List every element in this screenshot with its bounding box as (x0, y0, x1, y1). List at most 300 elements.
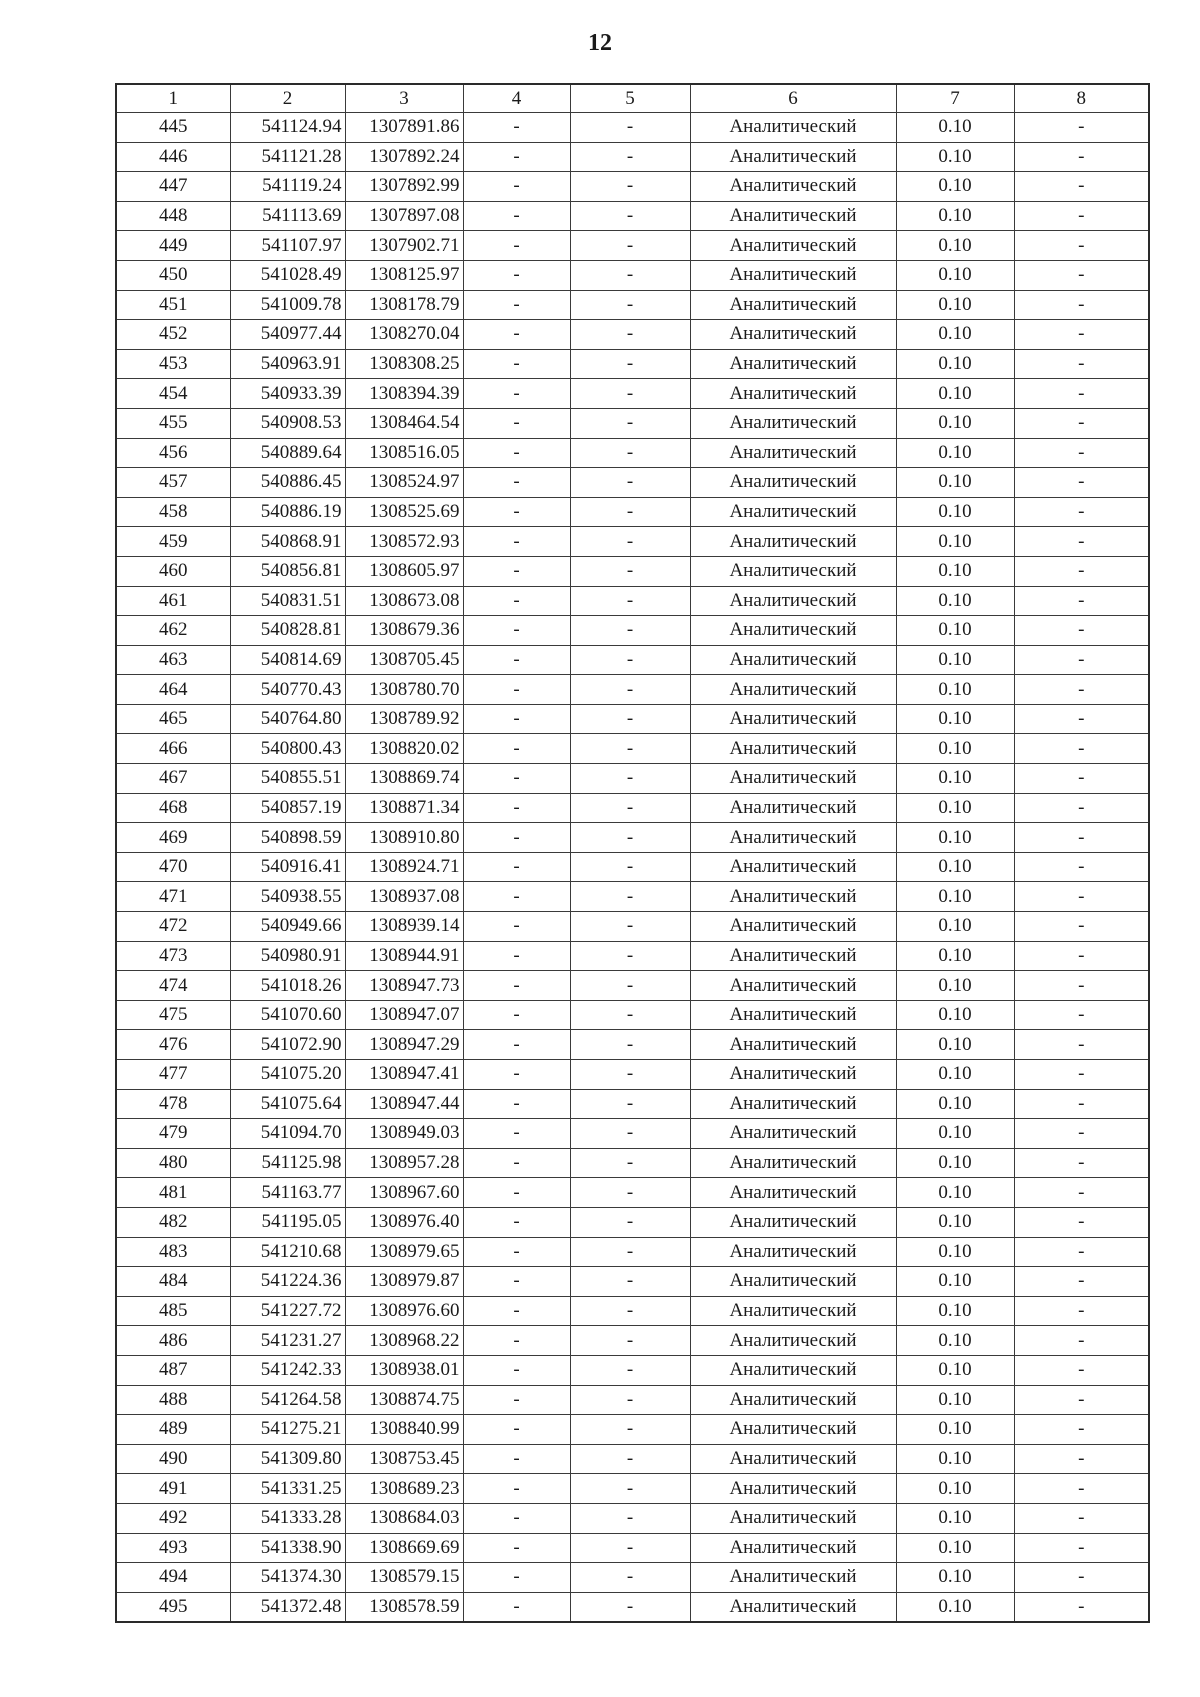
point-number-cell: 462 (116, 616, 230, 646)
accuracy-cell: 0.10 (896, 1503, 1014, 1533)
column-5-cell: - (570, 260, 690, 290)
accuracy-cell: 0.10 (896, 912, 1014, 942)
column-5-cell: - (570, 704, 690, 734)
column-8-cell: - (1014, 1444, 1149, 1474)
column-5-cell: - (570, 527, 690, 557)
method-cell: Аналитический (690, 142, 896, 172)
table-row (116, 1533, 1149, 1563)
table-row (116, 1592, 1149, 1622)
x-coordinate-cell: 540886.19 (230, 497, 345, 527)
method-cell: Аналитический (690, 1592, 896, 1622)
x-coordinate-cell: 541070.60 (230, 1000, 345, 1030)
accuracy-cell: 0.10 (896, 1089, 1014, 1119)
column-4-cell: - (463, 852, 570, 882)
column-8-cell: - (1014, 1326, 1149, 1356)
y-coordinate-cell: 1308684.03 (345, 1503, 463, 1533)
column-5-cell: - (570, 468, 690, 498)
table-row (116, 675, 1149, 705)
column-5-cell: - (570, 408, 690, 438)
column-8-cell: - (1014, 1237, 1149, 1267)
column-4-cell: - (463, 1030, 570, 1060)
method-cell: Аналитический (690, 1178, 896, 1208)
method-cell: Аналитический (690, 793, 896, 823)
column-5-cell: - (570, 290, 690, 320)
method-cell: Аналитический (690, 586, 896, 616)
accuracy-cell: 0.10 (896, 379, 1014, 409)
column-8-cell: - (1014, 290, 1149, 320)
table-row (116, 1148, 1149, 1178)
column-5-cell: - (570, 1000, 690, 1030)
y-coordinate-cell: 1308957.28 (345, 1148, 463, 1178)
column-5-cell: - (570, 1474, 690, 1504)
column-4-cell: - (463, 349, 570, 379)
x-coordinate-cell: 541227.72 (230, 1296, 345, 1326)
column-4-cell: - (463, 231, 570, 261)
column-8-cell: - (1014, 556, 1149, 586)
method-cell: Аналитический (690, 1000, 896, 1030)
accuracy-cell: 0.10 (896, 616, 1014, 646)
point-number-cell: 487 (116, 1355, 230, 1385)
point-number-cell: 464 (116, 675, 230, 705)
method-cell: Аналитический (690, 113, 896, 143)
y-coordinate-cell: 1308270.04 (345, 320, 463, 350)
y-coordinate-cell: 1308524.97 (345, 468, 463, 498)
column-8-cell: - (1014, 1296, 1149, 1326)
accuracy-cell: 0.10 (896, 1415, 1014, 1445)
column-4-cell: - (463, 1060, 570, 1090)
column-header-8: 8 (1014, 84, 1149, 113)
point-number-cell: 467 (116, 764, 230, 794)
accuracy-cell: 0.10 (896, 113, 1014, 143)
column-8-cell: - (1014, 704, 1149, 734)
column-4-cell: - (463, 1267, 570, 1297)
x-coordinate-cell: 540938.55 (230, 882, 345, 912)
column-8-cell: - (1014, 527, 1149, 557)
x-coordinate-cell: 540980.91 (230, 941, 345, 971)
method-cell: Аналитический (690, 497, 896, 527)
column-4-cell: - (463, 1089, 570, 1119)
x-coordinate-cell: 541275.21 (230, 1415, 345, 1445)
table-row (116, 704, 1149, 734)
column-8-cell: - (1014, 1415, 1149, 1445)
y-coordinate-cell: 1308944.91 (345, 941, 463, 971)
x-coordinate-cell: 540857.19 (230, 793, 345, 823)
column-8-cell: - (1014, 1355, 1149, 1385)
column-5-cell: - (570, 201, 690, 231)
point-number-cell: 446 (116, 142, 230, 172)
table-row (116, 941, 1149, 971)
method-cell: Аналитический (690, 438, 896, 468)
point-number-cell: 459 (116, 527, 230, 557)
x-coordinate-cell: 541107.97 (230, 231, 345, 261)
column-8-cell: - (1014, 912, 1149, 942)
method-cell: Аналитический (690, 290, 896, 320)
y-coordinate-cell: 1308874.75 (345, 1385, 463, 1415)
column-5-cell: - (570, 941, 690, 971)
accuracy-cell: 0.10 (896, 1237, 1014, 1267)
column-5-cell: - (570, 1030, 690, 1060)
point-number-cell: 478 (116, 1089, 230, 1119)
point-number-cell: 445 (116, 113, 230, 143)
column-8-cell: - (1014, 142, 1149, 172)
point-number-cell: 482 (116, 1207, 230, 1237)
method-cell: Аналитический (690, 172, 896, 202)
table-header-row (116, 84, 1149, 113)
method-cell: Аналитический (690, 1148, 896, 1178)
method-cell: Аналитический (690, 1563, 896, 1593)
column-8-cell: - (1014, 468, 1149, 498)
accuracy-cell: 0.10 (896, 1000, 1014, 1030)
point-number-cell: 475 (116, 1000, 230, 1030)
table-row (116, 290, 1149, 320)
accuracy-cell: 0.10 (896, 704, 1014, 734)
point-number-cell: 468 (116, 793, 230, 823)
accuracy-cell: 0.10 (896, 1267, 1014, 1297)
column-4-cell: - (463, 497, 570, 527)
column-8-cell: - (1014, 1207, 1149, 1237)
column-4-cell: - (463, 586, 570, 616)
column-8-cell: - (1014, 971, 1149, 1001)
column-8-cell: - (1014, 793, 1149, 823)
x-coordinate-cell: 541028.49 (230, 260, 345, 290)
column-4-cell: - (463, 1178, 570, 1208)
x-coordinate-cell: 540770.43 (230, 675, 345, 705)
x-coordinate-cell: 541210.68 (230, 1237, 345, 1267)
x-coordinate-cell: 541163.77 (230, 1178, 345, 1208)
y-coordinate-cell: 1307891.86 (345, 113, 463, 143)
column-5-cell: - (570, 616, 690, 646)
point-number-cell: 471 (116, 882, 230, 912)
column-4-cell: - (463, 172, 570, 202)
column-header-6: 6 (690, 84, 896, 113)
column-8-cell: - (1014, 616, 1149, 646)
method-cell: Аналитический (690, 379, 896, 409)
method-cell: Аналитический (690, 468, 896, 498)
method-cell: Аналитический (690, 349, 896, 379)
y-coordinate-cell: 1308679.36 (345, 616, 463, 646)
method-cell: Аналитический (690, 320, 896, 350)
x-coordinate-cell: 540814.69 (230, 645, 345, 675)
column-5-cell: - (570, 1296, 690, 1326)
x-coordinate-cell: 541125.98 (230, 1148, 345, 1178)
column-4-cell: - (463, 793, 570, 823)
page-number: 12 (588, 30, 612, 56)
y-coordinate-cell: 1308871.34 (345, 793, 463, 823)
table-row (116, 438, 1149, 468)
table-row (116, 823, 1149, 853)
table-row (116, 1207, 1149, 1237)
y-coordinate-cell: 1308947.44 (345, 1089, 463, 1119)
x-coordinate-cell: 540856.81 (230, 556, 345, 586)
method-cell: Аналитический (690, 704, 896, 734)
table-row (116, 1060, 1149, 1090)
y-coordinate-cell: 1308394.39 (345, 379, 463, 409)
column-4-cell: - (463, 527, 570, 557)
y-coordinate-cell: 1308789.92 (345, 704, 463, 734)
accuracy-cell: 0.10 (896, 1178, 1014, 1208)
column-8-cell: - (1014, 1089, 1149, 1119)
y-coordinate-cell: 1308673.08 (345, 586, 463, 616)
method-cell: Аналитический (690, 527, 896, 557)
x-coordinate-cell: 541224.36 (230, 1267, 345, 1297)
table-row (116, 1267, 1149, 1297)
x-coordinate-cell: 540908.53 (230, 408, 345, 438)
column-4-cell: - (463, 1592, 570, 1622)
point-number-cell: 486 (116, 1326, 230, 1356)
column-5-cell: - (570, 1237, 690, 1267)
method-cell: Аналитический (690, 675, 896, 705)
x-coordinate-cell: 541119.24 (230, 172, 345, 202)
point-number-cell: 450 (116, 260, 230, 290)
table-row (116, 764, 1149, 794)
table-row (116, 172, 1149, 202)
x-coordinate-cell: 541242.33 (230, 1355, 345, 1385)
accuracy-cell: 0.10 (896, 645, 1014, 675)
accuracy-cell: 0.10 (896, 1592, 1014, 1622)
table-row (116, 1089, 1149, 1119)
y-coordinate-cell: 1308939.14 (345, 912, 463, 942)
column-8-cell: - (1014, 1533, 1149, 1563)
x-coordinate-cell: 541309.80 (230, 1444, 345, 1474)
method-cell: Аналитический (690, 1355, 896, 1385)
table-row (116, 1563, 1149, 1593)
point-number-cell: 457 (116, 468, 230, 498)
point-number-cell: 494 (116, 1563, 230, 1593)
point-number-cell: 484 (116, 1267, 230, 1297)
y-coordinate-cell: 1308947.41 (345, 1060, 463, 1090)
y-coordinate-cell: 1308947.73 (345, 971, 463, 1001)
point-number-cell: 452 (116, 320, 230, 350)
table-row (116, 645, 1149, 675)
x-coordinate-cell: 541264.58 (230, 1385, 345, 1415)
accuracy-cell: 0.10 (896, 1296, 1014, 1326)
x-coordinate-cell: 540933.39 (230, 379, 345, 409)
point-number-cell: 473 (116, 941, 230, 971)
column-4-cell: - (463, 1385, 570, 1415)
column-8-cell: - (1014, 260, 1149, 290)
x-coordinate-cell: 540889.64 (230, 438, 345, 468)
method-cell: Аналитический (690, 1503, 896, 1533)
x-coordinate-cell: 541094.70 (230, 1119, 345, 1149)
y-coordinate-cell: 1308579.15 (345, 1563, 463, 1593)
accuracy-cell: 0.10 (896, 349, 1014, 379)
coordinates-table-wrap (115, 83, 1148, 1623)
table-row (116, 231, 1149, 261)
point-number-cell: 474 (116, 971, 230, 1001)
table-row (116, 1474, 1149, 1504)
column-5-cell: - (570, 882, 690, 912)
column-8-cell: - (1014, 1563, 1149, 1593)
column-5-cell: - (570, 823, 690, 853)
accuracy-cell: 0.10 (896, 941, 1014, 971)
method-cell: Аналитический (690, 408, 896, 438)
point-number-cell: 477 (116, 1060, 230, 1090)
method-cell: Аналитический (690, 1267, 896, 1297)
table-row (116, 113, 1149, 143)
method-cell: Аналитический (690, 1089, 896, 1119)
table-row (116, 1119, 1149, 1149)
accuracy-cell: 0.10 (896, 556, 1014, 586)
column-header-3: 3 (345, 84, 463, 113)
column-4-cell: - (463, 320, 570, 350)
table-row (116, 527, 1149, 557)
method-cell: Аналитический (690, 231, 896, 261)
accuracy-cell: 0.10 (896, 527, 1014, 557)
point-number-cell: 465 (116, 704, 230, 734)
point-number-cell: 458 (116, 497, 230, 527)
y-coordinate-cell: 1308578.59 (345, 1592, 463, 1622)
column-4-cell: - (463, 142, 570, 172)
method-cell: Аналитический (690, 616, 896, 646)
y-coordinate-cell: 1308669.69 (345, 1533, 463, 1563)
method-cell: Аналитический (690, 1119, 896, 1149)
table-row (116, 1503, 1149, 1533)
accuracy-cell: 0.10 (896, 971, 1014, 1001)
column-5-cell: - (570, 1148, 690, 1178)
column-8-cell: - (1014, 438, 1149, 468)
point-number-cell: 485 (116, 1296, 230, 1326)
accuracy-cell: 0.10 (896, 1355, 1014, 1385)
x-coordinate-cell: 541121.28 (230, 142, 345, 172)
x-coordinate-cell: 540828.81 (230, 616, 345, 646)
column-5-cell: - (570, 1267, 690, 1297)
y-coordinate-cell: 1308840.99 (345, 1415, 463, 1445)
column-4-cell: - (463, 1119, 570, 1149)
x-coordinate-cell: 540855.51 (230, 764, 345, 794)
x-coordinate-cell: 541372.48 (230, 1592, 345, 1622)
x-coordinate-cell: 540886.45 (230, 468, 345, 498)
point-number-cell: 463 (116, 645, 230, 675)
y-coordinate-cell: 1308308.25 (345, 349, 463, 379)
table-row (116, 1000, 1149, 1030)
accuracy-cell: 0.10 (896, 231, 1014, 261)
column-8-cell: - (1014, 1119, 1149, 1149)
accuracy-cell: 0.10 (896, 320, 1014, 350)
column-4-cell: - (463, 734, 570, 764)
point-number-cell: 479 (116, 1119, 230, 1149)
coordinates-table (115, 83, 1150, 1623)
column-8-cell: - (1014, 734, 1149, 764)
table-row (116, 586, 1149, 616)
accuracy-cell: 0.10 (896, 438, 1014, 468)
column-5-cell: - (570, 645, 690, 675)
table-row (116, 734, 1149, 764)
x-coordinate-cell: 540831.51 (230, 586, 345, 616)
column-5-cell: - (570, 1444, 690, 1474)
point-number-cell: 480 (116, 1148, 230, 1178)
method-cell: Аналитический (690, 882, 896, 912)
accuracy-cell: 0.10 (896, 408, 1014, 438)
x-coordinate-cell: 541374.30 (230, 1563, 345, 1593)
method-cell: Аналитический (690, 260, 896, 290)
column-4-cell: - (463, 1444, 570, 1474)
accuracy-cell: 0.10 (896, 142, 1014, 172)
x-coordinate-cell: 540868.91 (230, 527, 345, 557)
x-coordinate-cell: 540963.91 (230, 349, 345, 379)
column-8-cell: - (1014, 852, 1149, 882)
column-4-cell: - (463, 823, 570, 853)
column-4-cell: - (463, 675, 570, 705)
column-5-cell: - (570, 172, 690, 202)
y-coordinate-cell: 1307892.24 (345, 142, 463, 172)
method-cell: Аналитический (690, 971, 896, 1001)
point-number-cell: 476 (116, 1030, 230, 1060)
column-5-cell: - (570, 764, 690, 794)
x-coordinate-cell: 540898.59 (230, 823, 345, 853)
column-8-cell: - (1014, 882, 1149, 912)
column-8-cell: - (1014, 320, 1149, 350)
point-number-cell: 449 (116, 231, 230, 261)
column-5-cell: - (570, 1415, 690, 1445)
point-number-cell: 448 (116, 201, 230, 231)
table-row (116, 1178, 1149, 1208)
column-8-cell: - (1014, 1592, 1149, 1622)
column-8-cell: - (1014, 113, 1149, 143)
y-coordinate-cell: 1308780.70 (345, 675, 463, 705)
x-coordinate-cell: 541009.78 (230, 290, 345, 320)
x-coordinate-cell: 541195.05 (230, 1207, 345, 1237)
y-coordinate-cell: 1308976.60 (345, 1296, 463, 1326)
column-4-cell: - (463, 468, 570, 498)
accuracy-cell: 0.10 (896, 793, 1014, 823)
column-5-cell: - (570, 734, 690, 764)
column-4-cell: - (463, 1326, 570, 1356)
table-row (116, 201, 1149, 231)
table-row (116, 1355, 1149, 1385)
accuracy-cell: 0.10 (896, 823, 1014, 853)
column-8-cell: - (1014, 823, 1149, 853)
y-coordinate-cell: 1308924.71 (345, 852, 463, 882)
accuracy-cell: 0.10 (896, 586, 1014, 616)
y-coordinate-cell: 1308979.87 (345, 1267, 463, 1297)
y-coordinate-cell: 1308464.54 (345, 408, 463, 438)
column-8-cell: - (1014, 172, 1149, 202)
column-5-cell: - (570, 1385, 690, 1415)
y-coordinate-cell: 1308947.07 (345, 1000, 463, 1030)
method-cell: Аналитический (690, 1326, 896, 1356)
y-coordinate-cell: 1308869.74 (345, 764, 463, 794)
method-cell: Аналитический (690, 1207, 896, 1237)
method-cell: Аналитический (690, 1237, 896, 1267)
table-row (116, 408, 1149, 438)
point-number-cell: 490 (116, 1444, 230, 1474)
x-coordinate-cell: 541338.90 (230, 1533, 345, 1563)
column-4-cell: - (463, 1474, 570, 1504)
y-coordinate-cell: 1308979.65 (345, 1237, 463, 1267)
point-number-cell: 455 (116, 408, 230, 438)
x-coordinate-cell: 540764.80 (230, 704, 345, 734)
column-4-cell: - (463, 1000, 570, 1030)
accuracy-cell: 0.10 (896, 1148, 1014, 1178)
column-5-cell: - (570, 113, 690, 143)
column-5-cell: - (570, 1355, 690, 1385)
column-4-cell: - (463, 1148, 570, 1178)
column-8-cell: - (1014, 1060, 1149, 1090)
column-5-cell: - (570, 971, 690, 1001)
column-4-cell: - (463, 260, 570, 290)
y-coordinate-cell: 1308125.97 (345, 260, 463, 290)
accuracy-cell: 0.10 (896, 852, 1014, 882)
method-cell: Аналитический (690, 1030, 896, 1060)
column-5-cell: - (570, 1503, 690, 1533)
accuracy-cell: 0.10 (896, 201, 1014, 231)
point-number-cell: 469 (116, 823, 230, 853)
column-5-cell: - (570, 852, 690, 882)
point-number-cell: 470 (116, 852, 230, 882)
table-row (116, 882, 1149, 912)
column-8-cell: - (1014, 1178, 1149, 1208)
column-5-cell: - (570, 586, 690, 616)
